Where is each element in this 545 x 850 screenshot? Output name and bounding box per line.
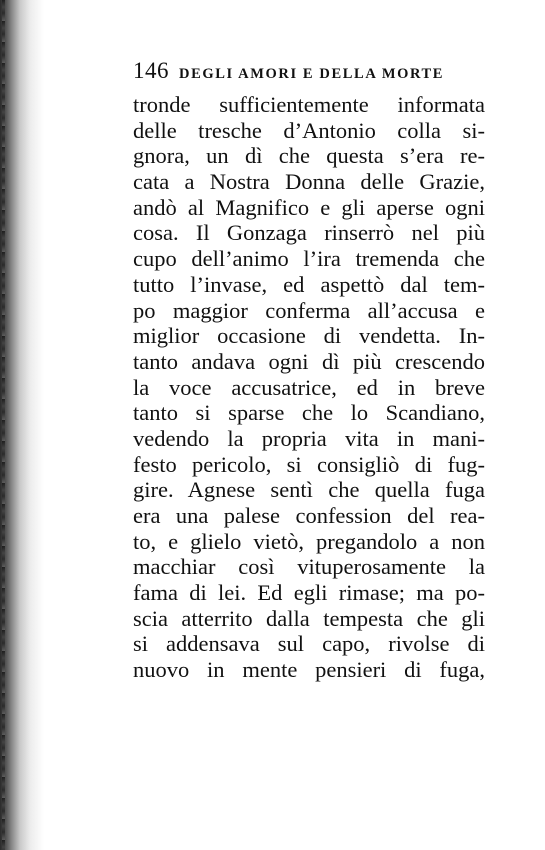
body-text <box>133 92 493 683</box>
text-line: gnora, un dì che questa s’era re- <box>133 143 485 169</box>
book-page <box>133 58 493 683</box>
text-line: scia atterrito dalla tempesta che gli <box>133 605 485 631</box>
text-line: gire. Agnese sentì che quella fuga <box>133 477 485 503</box>
text-line: cata a Nostra Donna delle Grazie, <box>133 169 485 195</box>
text-line: vedendo la propria vita in mani- <box>133 425 485 451</box>
text-line: cupo dell’animo l’ira tremenda che <box>133 246 485 272</box>
text-line: tutto l’invase, ed aspettò dal tem- <box>133 271 485 297</box>
text-line: to, e glielo vietò, pregandolo a non <box>133 528 485 554</box>
text-line: festo pericolo, si consigliò di fug- <box>133 451 485 477</box>
running-title: DEGLI AMORI E DELLA MORTE <box>179 66 445 82</box>
text-line: macchiar così vituperosamente la <box>133 554 485 580</box>
text-line: si addensava sul capo, rivolse di <box>133 631 485 657</box>
text-line: po maggior conferma all’accusa e <box>133 297 485 323</box>
text-line: andò al Magnifico e gli aperse ogni <box>133 194 485 220</box>
text-line: tanto si sparse che lo Scandiano, <box>133 400 485 426</box>
book-binding-gutter <box>0 0 44 850</box>
text-line: nuovo in mente pensieri di fuga, <box>133 657 485 683</box>
text-line: delle tresche d’Antonio colla si- <box>133 117 485 143</box>
text-line: tronde sufficientemente informata <box>133 92 485 117</box>
page-number: 146 <box>133 58 169 83</box>
text-line: miglior occasione di vendetta. In- <box>133 323 485 349</box>
text-line: era una palese confession del rea- <box>133 503 485 528</box>
running-head <box>133 58 493 90</box>
text-line: la voce accusatrice, ed in breve <box>133 374 485 400</box>
text-line: cosa. Il Gonzaga rinserrò nel più <box>133 220 485 246</box>
text-line: tanto andava ogni dì più crescendo <box>133 348 485 374</box>
text-line: fama di lei. Ed egli rimase; ma po- <box>133 580 485 606</box>
